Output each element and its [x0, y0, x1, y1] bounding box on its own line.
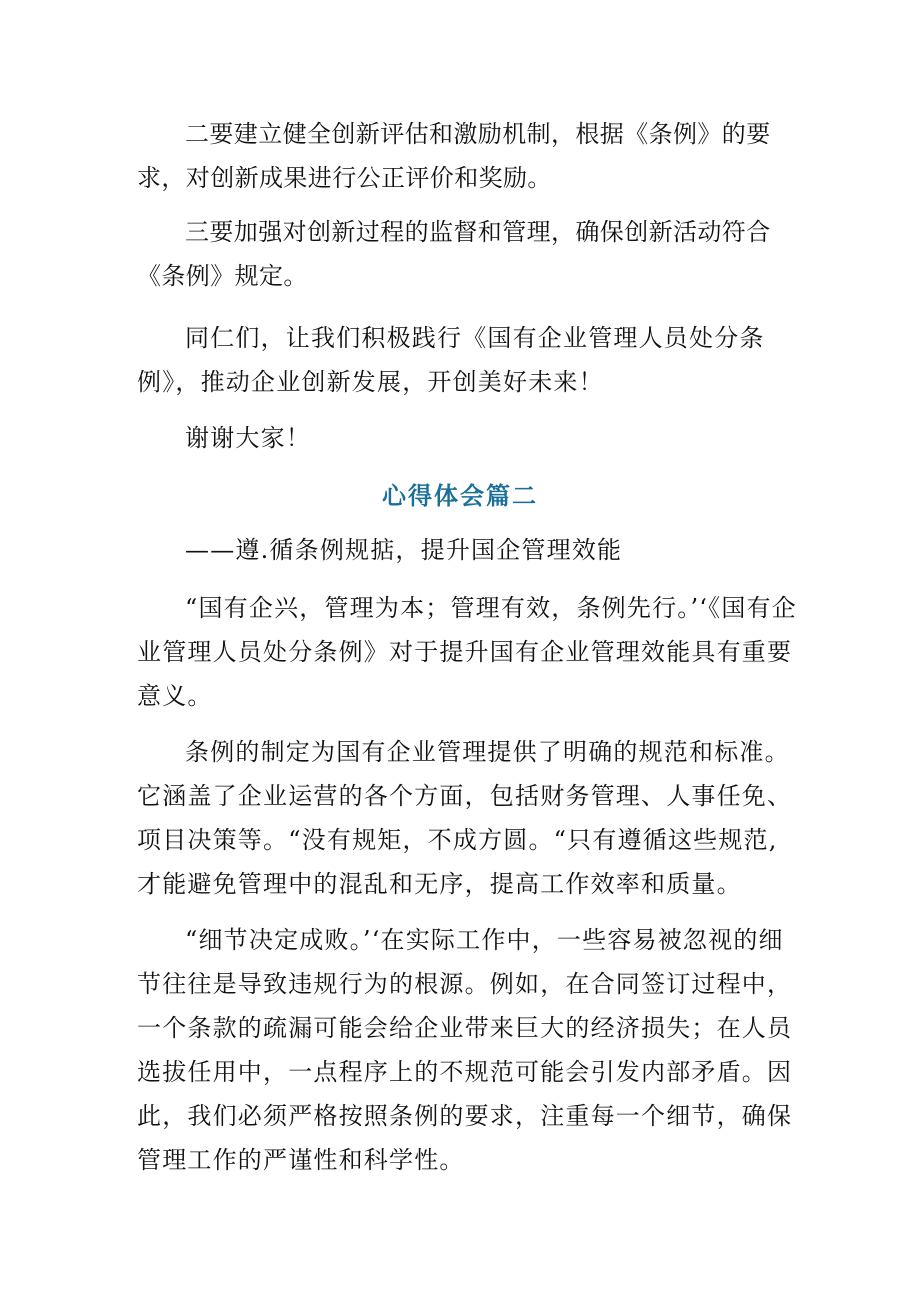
paragraph-regulation-standards: 条例的制定为国有企业管理提供了明确的规范和标准。它涵盖了企业运营的各个方面，包括财务管理、人事任免、项目决策等。“没有规矩，不成方圆。“只有遵循这些规范,才能避免管理中的混乱和无序，提高工作效率和质量。 — [137, 738, 793, 898]
paragraph-thanks: 谢谢大家！ — [185, 424, 311, 452]
paragraph-details-matter: “细节决定成败。’‘在实际工作中，一些容易被忽视的细节往往是导致违规行为的根源。例如，在合同签订过程中，一个条款的疏漏可能会给企业带来巨大的经济损失；在人员选拔任用中，一点程序上的不规范可能会引发内部矛盾。因此，我们必须严格按照条例的要求，注重每一个细节，确保管理工作的严谨性和科学性。 — [137, 926, 793, 1174]
section-subtitle: ——遵.循条例规掂，提升国企管理效能 — [185, 536, 623, 564]
paragraph-innovation-incentives: 二要建立健全创新评估和激励机制，根据《条例》的要求，对创新成果进行公正评价和奖励。 — [137, 120, 771, 192]
paragraph-management-importance: “国有企兴，管理为本；管理有效，条例先行。’‘《国有企业管理人员处分条例》对于提升国有企业管理效能具有重要意义。 — [137, 594, 797, 710]
paragraph-innovation-supervision: 三要加强对创新过程的监督和管理，确保创新活动符合《条例》规定。 — [137, 218, 771, 290]
paragraph-call-to-action: 同仁们，让我们积极践行《国有企业管理人员处分条例》，推动企业创新发展，开创美好未来！ — [137, 324, 765, 396]
section-heading: 心得体会篇二 — [382, 481, 538, 510]
